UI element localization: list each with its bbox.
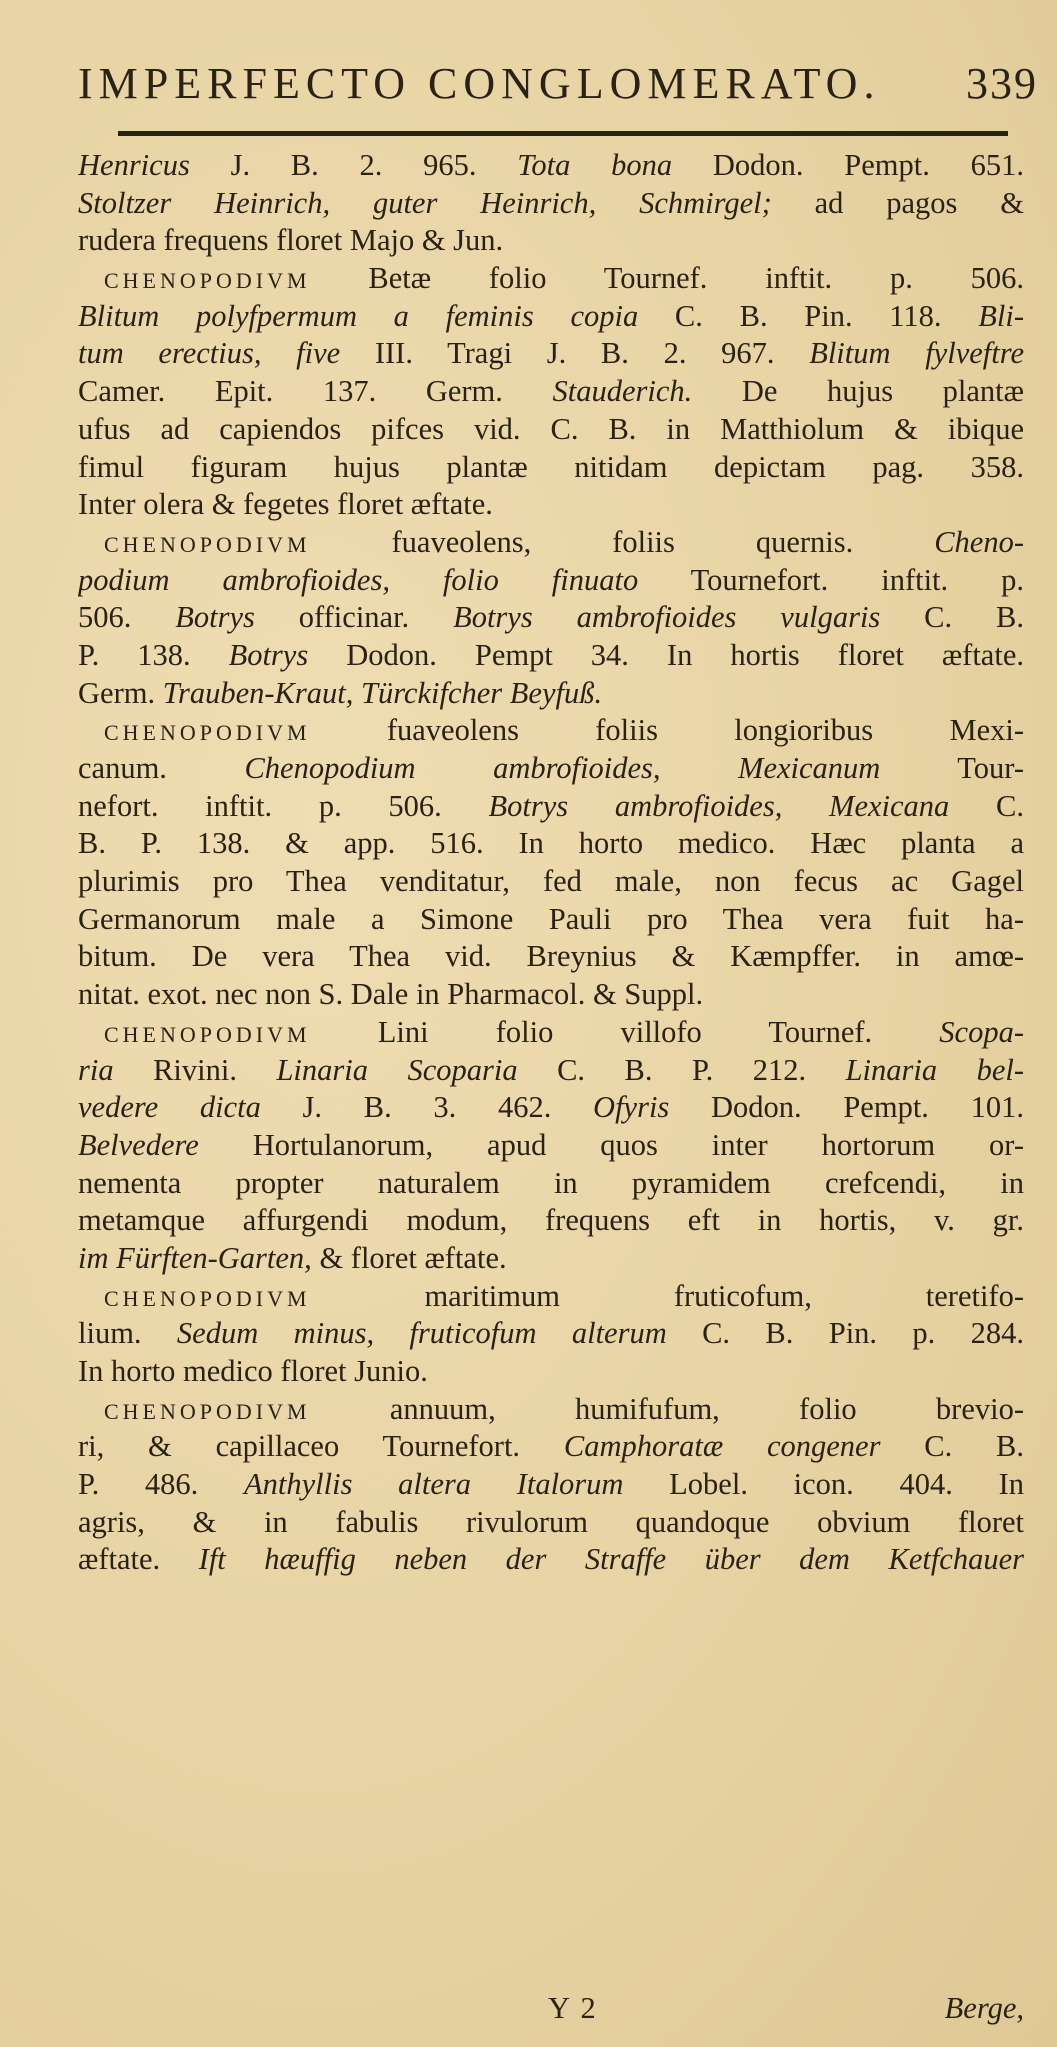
text-line [78, 675, 1024, 713]
entry-headword: CHENOPODIVM [104, 720, 311, 746]
text-line [78, 486, 1024, 524]
italic-text: Blitum fylveftre [809, 336, 1024, 371]
catchword: Berge, [944, 1991, 1024, 2025]
text-line [78, 260, 1024, 298]
italic-text: Anthyllis altera Italorum [244, 1467, 624, 1502]
text-line [78, 1315, 1024, 1353]
text-line [78, 637, 1024, 675]
text-run: C. [949, 788, 1024, 823]
text-run: Dodon. Pempt. 651. [672, 148, 1024, 182]
italic-text: Tota bona [517, 148, 673, 182]
text-line [78, 373, 1024, 411]
text-line [78, 788, 1024, 826]
text-run: & floret æftate. [311, 1240, 507, 1275]
italic-text: Ofyris [593, 1090, 670, 1125]
text-run: maritimum fruticofum, teretifo- [310, 1278, 1024, 1313]
text-line [78, 335, 1024, 373]
signature-mark: Y 2 [548, 1991, 598, 2025]
italic-text: Stauderich. [552, 374, 693, 409]
text-run: C. B. Pin. p. 284. [666, 1316, 1024, 1351]
running-head [78, 58, 1038, 118]
text-run: fuaveolens, foliis quernis. [310, 524, 935, 559]
text-run: Dodon. Pempt. 101. [669, 1090, 1024, 1125]
text-line [78, 1541, 1024, 1579]
text-run: Germ. [78, 675, 163, 710]
text-run: Tournefort. inftit. p. [638, 562, 1024, 597]
text-run: J. B. 2. 965. [189, 148, 518, 182]
text-run: 506. [78, 600, 176, 635]
italic-text: Botrys ambrofioides vulgaris [453, 600, 881, 635]
text-run: C. B. [880, 600, 1024, 635]
text-run: Dodon. Pempt 34. In hortis floret æftate. [308, 637, 1024, 672]
text-line [78, 1240, 1024, 1278]
italic-text: Bli- [978, 298, 1024, 333]
text-line [78, 938, 1024, 976]
italic-text: Cheno- [934, 524, 1024, 559]
text-line [78, 1089, 1024, 1127]
text-line [78, 1014, 1024, 1052]
italic-text: Linaria bel- [845, 1052, 1024, 1087]
text-run: metamque affurgendi modum, frequens eft in hortis, v. gr. [78, 1203, 1024, 1238]
italic-text: Linaria Scoparia [276, 1052, 518, 1087]
text-line [78, 1466, 1024, 1504]
text-line [78, 1504, 1024, 1542]
italic-text: tum erectius, five [78, 336, 341, 371]
text-run: æftate. [78, 1542, 199, 1577]
entry-headword: CHENOPODIVM [104, 268, 311, 294]
text-run: III. Tragi J. B. 2. 967. [340, 336, 810, 371]
italic-text: vedere dicta [78, 1090, 261, 1125]
italic-text: Belvedere [78, 1127, 199, 1162]
italic-text: ria [78, 1052, 114, 1087]
text-line [78, 1127, 1024, 1165]
text-run: nementa propter naturalem in pyramidem crefcendi, in [78, 1165, 1024, 1200]
text-line [78, 901, 1024, 939]
text-line [78, 825, 1024, 863]
text-line [78, 147, 1024, 185]
text-run: Betæ folio Tournef. inftit. p. 506. [310, 261, 1024, 296]
text-run: Lini folio villofo Tournef. [310, 1014, 940, 1049]
italic-text: Ift hæuffig neben der Straffe über dem Ketfchauer [198, 1542, 1024, 1577]
italic-text: Henricus [78, 148, 190, 182]
text-run: nitat. exot. nec non S. Dale in Pharmacol. & Suppl. [78, 977, 704, 1012]
text-run: fimul figuram hujus plantæ nitidam depictam pag. 358. [78, 449, 1024, 484]
text-run: C. B. Pin. 118. [638, 298, 979, 333]
text-run: ri, & capillaceo Tournefort. [78, 1429, 564, 1464]
text-run: Rivini. [113, 1052, 277, 1087]
text-run: lium. [78, 1316, 177, 1351]
text-run: C. B. P. 212. [517, 1052, 846, 1087]
text-run: canum. [78, 751, 245, 785]
page-footer [78, 1990, 1024, 2030]
text-run: P. 138. [78, 637, 229, 672]
text-line [78, 599, 1024, 637]
italic-text: podium ambrofioides, folio finuato [78, 562, 639, 597]
text-run: Inter olera & fegetes floret æftate. [78, 487, 493, 522]
text-line [78, 1278, 1024, 1316]
text-run: ufus ad capiendos pifces vid. C. B. in Matthiolum & ibique [78, 411, 1024, 446]
italic-text: Blitum polyfpermum a feminis copia [78, 298, 639, 333]
text-run: plurimis pro Thea venditatur, fed male, non fecus ac Gagel [78, 864, 1024, 899]
page-number: 339 [966, 59, 1038, 108]
text-line [78, 976, 1024, 1014]
entry-headword: CHENOPODIVM [104, 1285, 311, 1311]
italic-text: Stoltzer Heinrich, guter Heinrich, Schmirgel; [78, 185, 772, 220]
text-line [78, 1428, 1024, 1466]
text-run: ad pagos & [771, 185, 1024, 220]
text-run: annuum, humifufum, folio brevio- [310, 1391, 1024, 1426]
text-line [78, 1391, 1024, 1429]
italic-text: Botrys ambrofioides, Mexicana [488, 788, 950, 823]
italic-text: Trauben-Kraut, Türckifcher Beyfuß. [162, 675, 603, 710]
text-run: agris, & in fabulis rivulorum quandoque obvium floret [78, 1504, 1024, 1539]
text-line [78, 1353, 1024, 1391]
entry-headword: CHENOPODIVM [104, 1021, 311, 1047]
text-line [78, 449, 1024, 487]
header-rule [118, 131, 1008, 136]
text-run: Camer. Epit. 137. Germ. [78, 374, 553, 409]
text-run: B. P. 138. & app. 516. In horto medico. Hæc planta a [78, 826, 1024, 861]
text-line [78, 298, 1024, 336]
text-line [78, 750, 1024, 788]
text-run: C. B. [880, 1429, 1024, 1464]
text-line [78, 411, 1024, 449]
text-run: rudera frequens floret Majo & Jun. [78, 223, 504, 258]
text-line [78, 1052, 1024, 1090]
text-line [78, 562, 1024, 600]
text-run: J. B. 3. 462. [260, 1090, 594, 1125]
text-run: P. 486. [78, 1467, 244, 1502]
italic-text: Chenopodium ambrofioides, Mexicanum [244, 751, 881, 785]
italic-text: Scopa- [939, 1014, 1024, 1049]
body-text [78, 147, 1024, 1579]
text-run: bitum. De vera Thea vid. Breynius & Kæmpffer. in amœ- [78, 939, 1024, 974]
running-title: IMPERFECTO CONGLOMERATO. [78, 59, 881, 108]
italic-text: im Fürften-Garten, [78, 1240, 312, 1275]
text-line [78, 863, 1024, 901]
text-run: nefort. inftit. p. 506. [78, 788, 489, 823]
text-run: In horto medico floret Junio. [78, 1354, 428, 1388]
italic-text: Sedum minus, fruticofum alterum [176, 1316, 667, 1351]
text-run: Tour- [880, 751, 1024, 785]
text-run: De hujus plantæ [692, 374, 1024, 409]
text-run: fuaveolens foliis longioribus Mexi- [310, 713, 1024, 748]
text-line [78, 185, 1024, 223]
text-line [78, 222, 1024, 260]
text-run: Hortulanorum, apud quos inter hortorum or- [198, 1127, 1024, 1162]
text-line [78, 712, 1024, 750]
text-run: Germanorum male a Simone Pauli pro Thea vera fuit ha- [78, 901, 1024, 936]
entry-headword: CHENOPODIVM [104, 531, 311, 557]
text-run: officinar. [254, 600, 454, 635]
entry-headword: CHENOPODIVM [104, 1398, 311, 1424]
text-line [78, 524, 1024, 562]
italic-text: Botrys [175, 600, 255, 635]
text-line [78, 1165, 1024, 1203]
text-run: Lobel. icon. 404. In [623, 1467, 1024, 1502]
italic-text: Camphoratæ congener [563, 1429, 881, 1464]
italic-text: Botrys [228, 637, 309, 672]
text-line [78, 1202, 1024, 1240]
